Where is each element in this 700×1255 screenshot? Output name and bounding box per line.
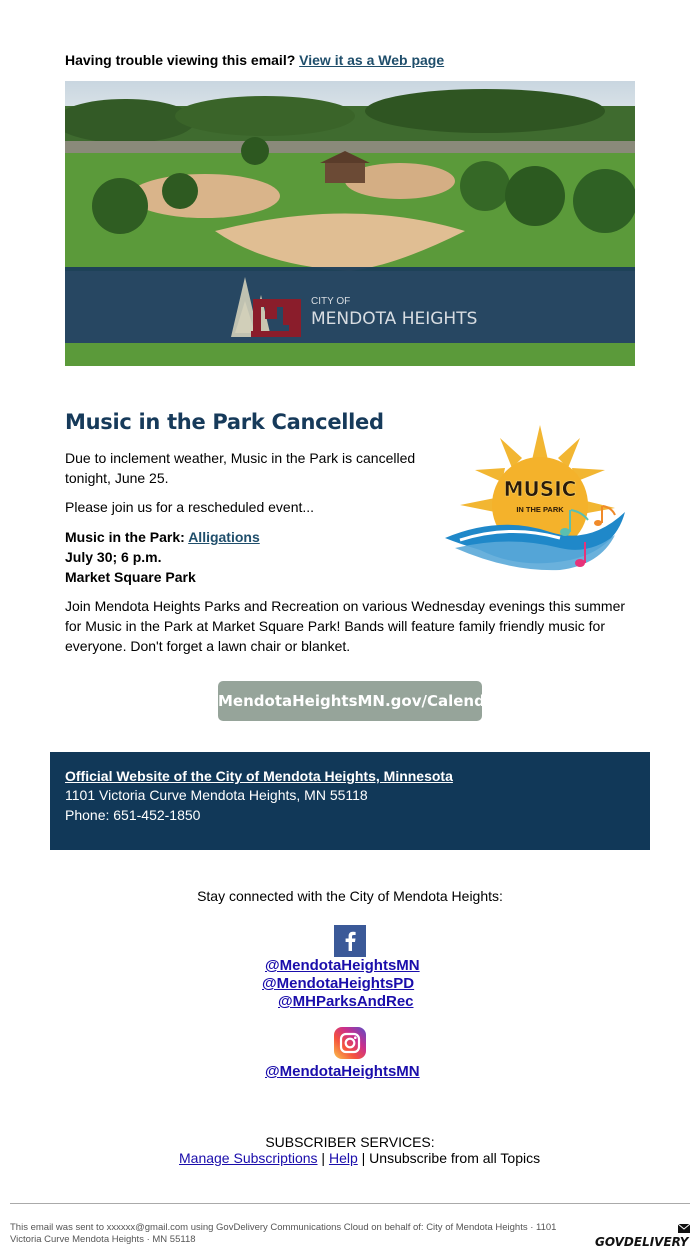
facebook-link-mendotaheightsmn[interactable]: @MendotaHeightsMN bbox=[265, 957, 420, 974]
music-in-the-park-logo bbox=[440, 420, 635, 580]
separator: | bbox=[317, 1150, 329, 1166]
subscriber-services-title: SUBSCRIBER SERVICES: bbox=[265, 1134, 435, 1150]
footer-divider bbox=[10, 1203, 690, 1204]
event-label: Music in the Park: bbox=[65, 529, 189, 545]
calendar-button[interactable]: MendotaHeightsMN.gov/Calendar bbox=[218, 681, 482, 721]
park-aerial-illustration bbox=[65, 81, 635, 366]
cancel-notice-paragraph: Due to inclement weather, Music in the Park is cancelled tonight, June 25. bbox=[65, 450, 416, 486]
view-web-page-link[interactable]: View it as a Web page bbox=[299, 52, 445, 68]
article-title: Music in the Park Cancelled bbox=[65, 410, 384, 434]
trouble-text: Having trouble viewing this email? bbox=[65, 52, 296, 68]
footer-address: 1101 Victoria Curve Mendota Heights, MN 55118 bbox=[65, 787, 368, 803]
hero-city-of-text: CITY OF bbox=[311, 296, 351, 307]
stay-connected-text: Stay connected with the City of Mendota Heights: bbox=[197, 888, 503, 904]
music-word: MUSIC bbox=[503, 477, 577, 501]
instagram-icon[interactable] bbox=[334, 1027, 366, 1059]
govdelivery-logo[interactable] bbox=[594, 1222, 692, 1250]
description-paragraph: Join Mendota Heights Parks and Recreation on various Wednesday evenings this summer for Music in the Park at Market Square Park! Bands will feature family friendly music for everyone. Don't forget a lawn chair or blanket. bbox=[65, 598, 626, 654]
hero-city-name-text: MENDOTA HEIGHTS bbox=[311, 309, 478, 329]
help-link[interactable]: Help bbox=[328, 1150, 358, 1166]
event-date: July 30; 6 p.m. bbox=[65, 549, 162, 565]
event-details bbox=[65, 527, 260, 587]
footer-phone: Phone: 651-452-1850 bbox=[65, 807, 201, 823]
band-link[interactable]: Alligations bbox=[188, 529, 260, 545]
in-the-park-word: IN THE PARK bbox=[516, 505, 564, 514]
subscriber-links bbox=[179, 1150, 540, 1166]
facebook-link-mendotaheightspd[interactable]: @MendotaHeightsPD bbox=[262, 975, 415, 992]
fineprint-text: This email was sent to xxxxxx@gmail.com using GovDelivery Communications Cloud on behalf of: City of Mendota Heights · 1101 Victoria Curve Mendota Heights · MN 55118 bbox=[10, 1222, 557, 1245]
hero-banner-image bbox=[65, 81, 635, 366]
instagram-link-mendotaheightsmn[interactable]: @MendotaHeightsMN bbox=[265, 1063, 420, 1080]
facebook-link-mhparksandrec[interactable]: @MHParksAndRec bbox=[278, 993, 414, 1010]
reschedule-paragraph: Please join us for a rescheduled event... bbox=[65, 499, 315, 515]
view-online-notice bbox=[65, 52, 444, 68]
unsubscribe-text: | Unsubscribe from all Topics bbox=[357, 1150, 541, 1166]
envelope-icon bbox=[678, 1224, 690, 1233]
event-place: Market Square Park bbox=[65, 569, 196, 585]
facebook-icon[interactable] bbox=[334, 925, 366, 957]
govdelivery-logo-text: GOVDELIVERY bbox=[595, 1235, 689, 1249]
official-website-link[interactable]: Official Website of the City of Mendota Heights, Minnesota bbox=[65, 768, 453, 784]
city-contact-footer bbox=[50, 752, 650, 850]
manage-subscriptions-link[interactable]: Manage Subscriptions bbox=[179, 1150, 318, 1166]
